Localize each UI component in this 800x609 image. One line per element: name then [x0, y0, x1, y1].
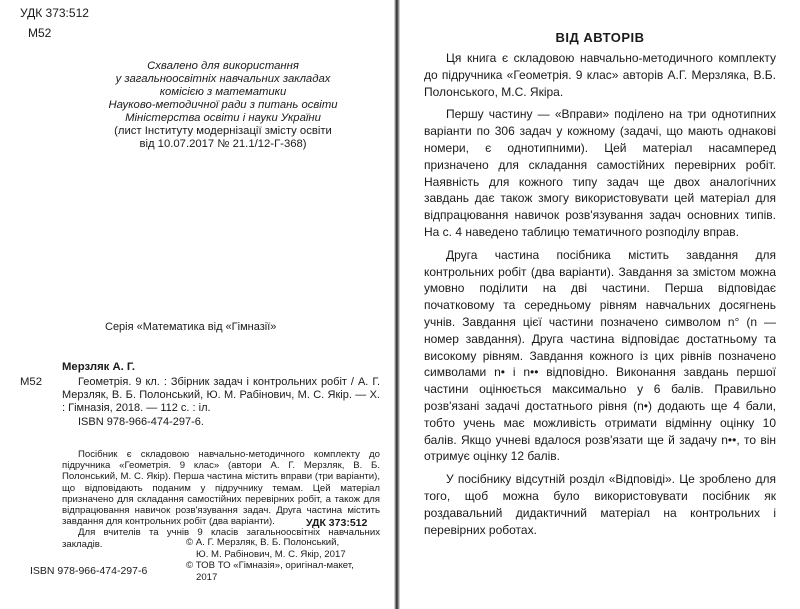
annotation-text: Посібник є складовою навчально-методичного комплекту до підручника «Геометрія. 9 клас» (автори А. Г. Мерзляк, В. Б. Полонський, М. С. Якір). Перша частина містить вправи (три варіанти), що відповідають поданим у підручнику темам. Цей матеріал призначено для складання самостійних перевірних робіт, а також для відпрацювання навичок розв'язування задач. Друга частина містить завдання для контрольних робіт (два варіанти).	[62, 449, 380, 528]
foreword-paragraph: Першу частину — «Вправи» поділено на три однотипних варіанти по 306 задач у кожному (задачі, що мають однакові номери, є однотипними). Цей матеріал насамперед призначено для складання самостійних перевірних робіт. Наявність для кожного типу задач ще двох аналогічних завдань дає також змогу використовувати цей матеріал для відпрацювання навичок розв'язування задач основних типів. На с. 4 наведено таблицю тематичного розподілу вправ.	[424, 107, 776, 239]
approval-line: у загальноосвітніх навчальних закладах	[115, 73, 331, 85]
approval-note-line: (лист Інституту модернізації змісту освіти	[114, 125, 332, 137]
approval-line: Міністерства освіти і науки України	[125, 112, 321, 124]
foreword-heading: ВІД АВТОРІВ	[555, 30, 645, 45]
approval-line: Науково-методичної ради з питань освіти	[108, 99, 338, 111]
udk-code-top: УДК 373:512	[20, 6, 89, 20]
approval-note-line: від 10.07.2017 № 21.1/12-Г-368)	[139, 138, 307, 150]
annotation	[62, 449, 380, 550]
bibliographic-description: Геометрія. 9 кл. : Збірник задач і контрольних робіт / А. Г. Мерзляк, В. Б. Полонський, Ю. М. Рабінович, М. С. Якір. — Х. : Гімназія, 2018. — 112 с. : іл.	[62, 376, 380, 415]
author-heading: Мерзляк А. Г.	[62, 361, 136, 373]
bibliographic-record	[62, 376, 380, 429]
isbn-line: ISBN 978-966-474-297-6.	[78, 415, 204, 428]
copyright-line: 2017	[196, 571, 218, 583]
copyright-line: © ТОВ ТО «Гімназія», оригінал-макет,	[186, 560, 354, 571]
approval-line: Схвалено для використання	[147, 60, 299, 72]
isbn-bottom: ISBN 978-966-474-297-6	[30, 565, 148, 577]
udk-code-bottom: УДК 373:512	[306, 517, 368, 529]
copyright-block	[186, 537, 354, 583]
foreword-paragraph: У посібнику відсутній розділ «Відповіді». Це зроблено для того, щоб можна було використовувати посібник як роздавальний дидактичний матеріал на контрольних і перевірних роботах.	[424, 472, 776, 537]
series-title: Серія «Математика від «Гімназії»	[105, 321, 277, 333]
foreword-paragraph: Друга частина посібника містить завдання для контрольних робіт (два варіанти). Завдання за змістом можна умовно поділити на дві частини. Перша відповідає початковому та середньому рівням навчальних досягнень учнів. Завдання цієї частини позначено символом n° (n — номер завдання). Друга частина відповідає достатньому та високому рівням. Завдання кожного із цих рівнів позначено символами n• і n•• відповідно. Виконання завдань першої частини оцінюється максимально у 6 балів. Правильно розв'язані задачі достатнього рівня (n•) додають ще 4 бали, тобто учень має можливість отримати відмінну оцінку 10 балів. Якщо учневі вдалося розв'язати ще й задачу n••, то він отримує оцінку 12 балів.	[424, 247, 776, 464]
library-index-top: М52	[28, 26, 52, 40]
approval-stamp	[70, 60, 376, 151]
library-index-bib: М52	[20, 376, 42, 388]
copyright-line: Ю. М. Рабінович, М. С. Якір, 2017	[196, 548, 346, 560]
right-page	[400, 0, 800, 609]
foreword-body	[424, 50, 776, 544]
foreword-paragraph: Ця книга є складовою навчально-методичного комплекту до підручника «Геометрія. 9 клас» авторів А.Г. Мерзляка, В.Б. Полонського, М.С. Якіра.	[424, 51, 776, 99]
audience-text: Для вчителів та учнів 9 класів загальноосвітніх навчальних закладів.	[62, 527, 380, 550]
copyright-line: © А. Г. Мерзляк, В. Б. Полонський,	[186, 537, 340, 548]
approval-line: комісією з математики	[159, 86, 287, 98]
left-page	[0, 0, 396, 609]
